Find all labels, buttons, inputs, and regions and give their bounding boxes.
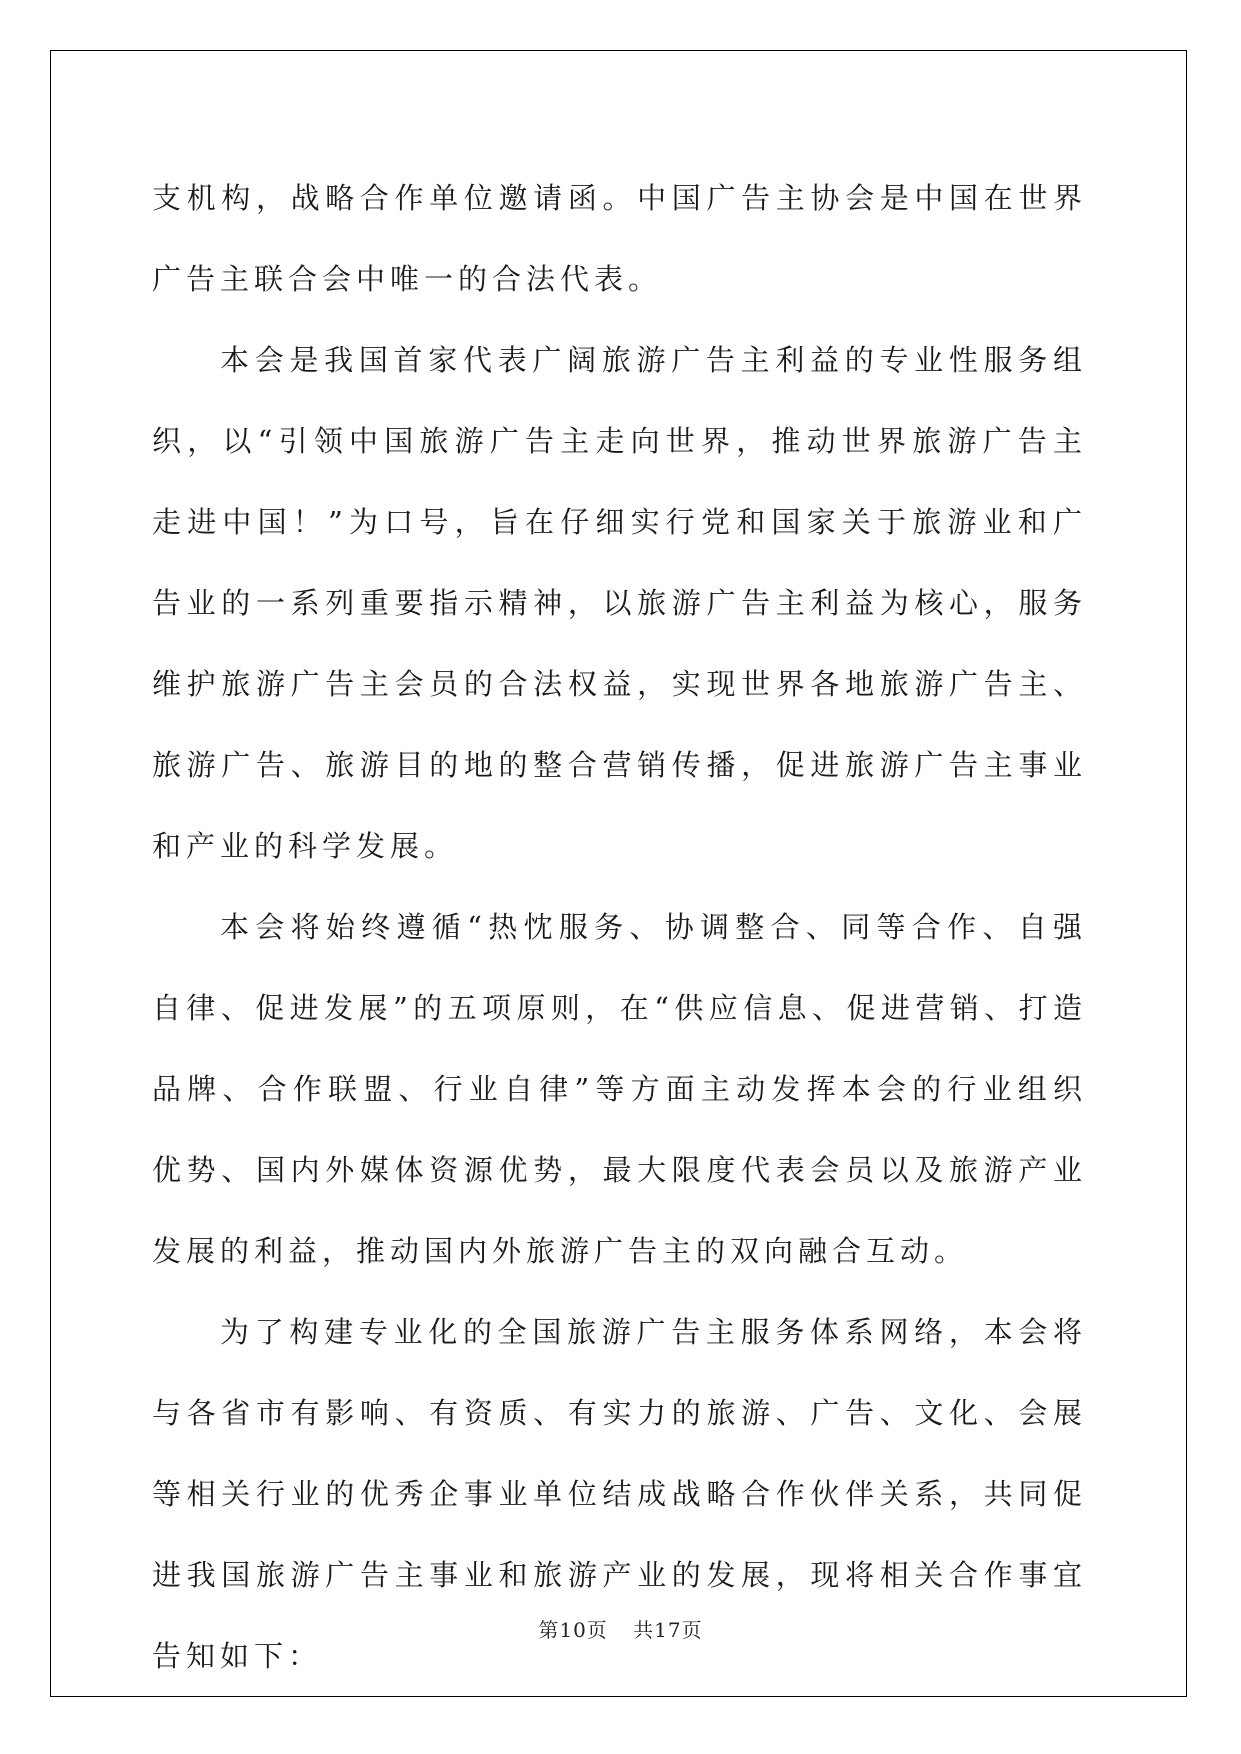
paragraph-4: 为了构建专业化的全国旅游广告主服务体系网络，本会将与各省市有影响、有资质、有实力的旅游、广告、文化、会展等相关行业的优秀企事业单位结成战略合作伙伴关系，共同促进我国旅游广告主事业和旅游产业的发展，现将相关合作事宜告知如下： [152,1315,1087,1673]
paragraph-3: 本会将始终遵循“热忱服务、协调整合、同等合作、自强自律、促进发展”的五项原则，在“供应信息、促进营销、打造品牌、合作联盟、行业自律”等方面主动发挥本会的行业组织优势、国内外媒体资源优势，最大限度代表会员以及旅游产业发展的利益，推动国内外旅游广告主的双向融合互动。 [152,910,1087,1268]
page-number: 第10页 [538,1618,608,1642]
page-total: 共17页 [633,1618,703,1642]
paragraph-2: 本会是我国首家代表广阔旅游广告主利益的专业性服务组织，以“引领中国旅游广告主走向世界，推动世界旅游广告主走进中国！”为口号，旨在仔细实行党和国家关于旅游业和广告业的一系列重要指示精神，以旅游广告主利益为核心，服务维护旅游广告主会员的合法权益，实现世界各地旅游广告主、旅游广告、旅游目的地的整合营销传播，促进旅游广告主事业和产业的科学发展。 [152,343,1087,863]
document-body [152,158,1087,1697]
page-footer [0,1614,1241,1643]
paragraph-1: 支机构，战略合作单位邀请函。中国广告主协会是中国在世界广告主联合会中唯一的合法代表。 [152,181,1087,296]
